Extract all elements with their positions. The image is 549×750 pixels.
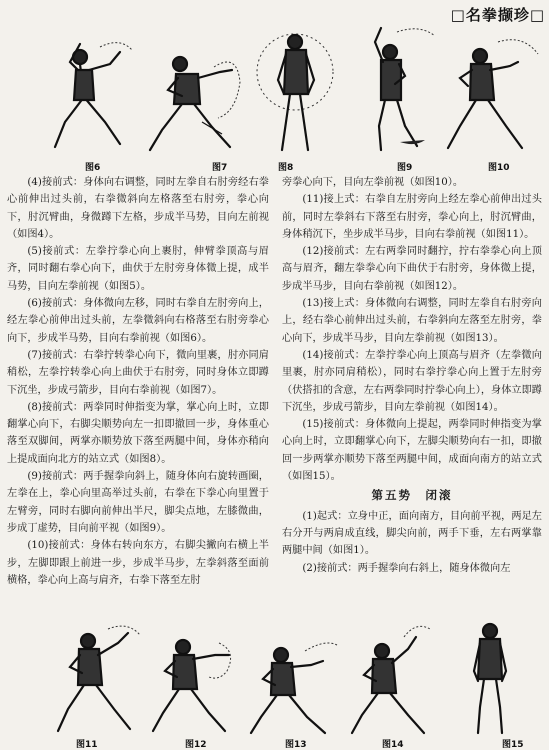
- paragraph: (11)接上式：右拳自左肘旁向上经左拳心前伸出过头前，同时左拳斜右下落至右肘旁，拳心向上，肘沉臂曲，身体稍沉下，坐步成半马步，目向右拳前视（如图11）。: [282, 194, 542, 240]
- figure-9: [345, 22, 440, 172]
- figure-label: 图15: [502, 740, 524, 750]
- figure-label: 图9: [397, 163, 413, 173]
- figure-12: [145, 615, 240, 750]
- left-text-column: [7, 174, 269, 589]
- paragraph: (4)接前式：身体向右调整，同时左拳自右肘旁经右拳心前伸出过头前，右拳微斜向左格落至右肘旁，拳心向下，肘沉臂曲，身微蹲下左格，步成半马势，目向左前视（如图4）。: [7, 177, 269, 240]
- column-title: □名拳撷珍□: [450, 6, 545, 24]
- paragraph: (15)接前式：身体微向上提起，两拳同时伸指变为掌心向上时，立即翻掌心向下，左脚尖顺势向右一扣，即撤回一步两掌亦顺势下落至两腿中间，成面向南方的站立式（如图15）。: [282, 419, 542, 483]
- paragraph-continuation: 旁拳心向下，目向左拳前视（如图10）。: [282, 177, 464, 188]
- martial-artist-illustration: [245, 615, 340, 735]
- martial-artist-illustration: [250, 22, 345, 157]
- section-heading: 第五势 闭滚: [371, 488, 453, 503]
- figure-15: [440, 615, 540, 750]
- figure-label: 图10: [488, 163, 510, 173]
- figure-7: [142, 22, 247, 172]
- figure-10: [438, 22, 543, 172]
- martial-artist-illustration: [345, 22, 440, 157]
- figure-label: 图14: [382, 740, 404, 750]
- paragraph: (5)接前式：左拳拧拳心向上裹肘，伸臂拳顶高与眉齐，同时翻右拳心向下，曲伏于左肘旁身体微上提，成半马势，目向左拳前视（如图5）。: [7, 246, 269, 292]
- paragraph: (10)接前式：身体右转向东方，右脚尖撇向右横上半步，左脚即跟上前进一步，步成半马步，左拳斜落至面前横格，拳心向上高与肩齐，右拳下落至左肘: [7, 540, 269, 586]
- paragraph: (14)接前式：左拳拧拳心向上顶高与眉齐（左拳微向里裹，肘亦同肩稍松），同时右拳拧拳心向上置于左肘旁（伏搭扣的含意，左右两拳同时拧拳心向上），身体立即蹲下沉坐，步成弓箭步，目向左拳前视（如图14）。: [282, 349, 542, 413]
- paragraph: (6)接前式：身体微向左移，同时右拳自左肘旁向上，经左拳心前伸出过头前，左拳微斜向右格落至右肘旁拳心向下，步成半马势，目向右拳前视（如图6）。: [7, 298, 269, 344]
- figure-label: 图13: [285, 740, 307, 750]
- paragraph: (2)接前式：两手握拳向右斜上，随身体微向左: [302, 562, 511, 574]
- figure-6: [40, 22, 140, 172]
- figure-label: 图7: [212, 163, 228, 173]
- paragraph: (13)接上式：身体微向右调整，同时左拳自右肘旁向上，经右拳心前伸出过头前，右拳斜向左落至左肘旁，拳心向下，步成半马步，目向左拳前视（如图13）。: [282, 298, 542, 344]
- figure-label: 图6: [85, 163, 101, 173]
- martial-artist-illustration: [440, 615, 540, 735]
- paragraph: (9)接前式：两手握拳向斜上，随身体向右旋转画圈，左拳在上，拳心向里高举过头前，右拳在下拳心向里置于左臂旁，同时右脚向前伸出半尺，脚尖点地，左膝微曲，步成丁虚势，目向前平视（如图9）。: [7, 471, 269, 534]
- figure-label: 图12: [185, 740, 207, 750]
- right-text-column: [282, 174, 542, 577]
- top-figure-row: [40, 22, 545, 172]
- martial-artist-illustration: [40, 22, 140, 157]
- figure-label: 图8: [278, 163, 294, 173]
- figure-14: [342, 615, 437, 750]
- martial-artist-illustration: [342, 615, 437, 735]
- figure-8: [250, 22, 345, 172]
- paragraph: (7)接前式：右拳拧转拳心向下，微向里裹，肘亦同肩稍松，左拳拧转拳心向上曲伏于右肘旁，同时身体立即蹲下沉坐，步成弓箭步，目向右拳前视（如图7）。: [7, 349, 269, 396]
- martial-artist-illustration: [438, 22, 543, 157]
- paragraph: (8)接前式：两拳同时伸指变为掌，掌心向上时，立即翻掌心向下，右脚尖顺势向左一扣即撤回一步，身体重心落至双脚间，两掌亦顺势放下落至两腿中间，身体亦稍向上提成面向北方的站立式（如图8）。: [7, 401, 269, 465]
- paragraph: (12)接前式：左右两拳同时翻拧，拧右拳拳心向上顶高与眉齐，翻左拳拳心向下曲伏于右肘旁，身体微上提，步成半马步，目向右拳前视（如图12）。: [282, 246, 542, 292]
- figure-13: [245, 615, 340, 750]
- martial-artist-illustration: [145, 615, 240, 735]
- martial-artist-illustration: [50, 615, 145, 735]
- martial-artist-illustration: [142, 22, 247, 157]
- bottom-figure-row: [50, 615, 545, 750]
- figure-label: 图11: [76, 740, 98, 750]
- paragraph: (1)起式：立身中正，面向南方，目向前平视，两足左右分开与两肩成直线，脚尖向前，两手下垂，左右两掌靠两腿中间（如图1）。: [282, 510, 542, 557]
- figure-11: [50, 615, 145, 750]
